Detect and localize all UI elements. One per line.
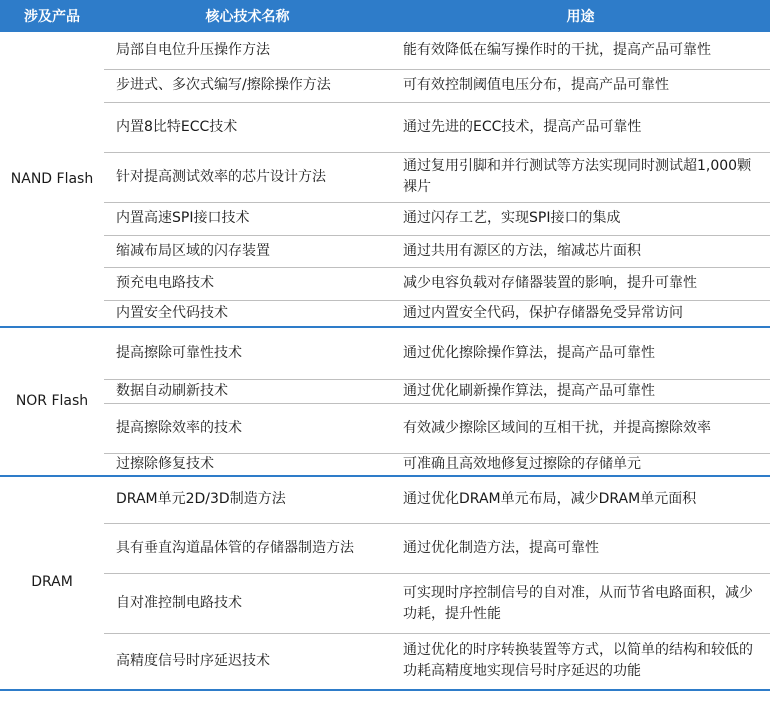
- tech-name-cell: 过擦除修复技术: [104, 453, 391, 476]
- tech-name-cell: 预充电电路技术: [104, 267, 391, 300]
- table-row: [0, 403, 770, 453]
- tech-name-cell: 内置高速SPI接口技术: [104, 202, 391, 235]
- table-row: [0, 102, 770, 152]
- table-body: [0, 32, 770, 690]
- usage-cell: 通过优化擦除操作算法，提高产品可靠性: [391, 327, 770, 379]
- table-row: [0, 69, 770, 102]
- product-cell: DRAM: [0, 476, 104, 690]
- tech-name-cell: 内置8比特ECC技术: [104, 102, 391, 152]
- usage-cell: 可准确且高效地修复过擦除的存储单元: [391, 453, 770, 476]
- tech-name-cell: 缩减布局区域的闪存装置: [104, 235, 391, 267]
- usage-cell: 有效减少擦除区域间的互相干扰，并提高擦除效率: [391, 403, 770, 453]
- table-row: [0, 453, 770, 476]
- table-header-row: [0, 0, 770, 32]
- tech-name-cell: 针对提高测试效率的芯片设计方法: [104, 152, 391, 202]
- header-usage: 用途: [391, 0, 770, 32]
- tech-name-cell: 提高擦除可靠性技术: [104, 327, 391, 379]
- usage-cell: 通过共用有源区的方法，缩减芯片面积: [391, 235, 770, 267]
- table-row: [0, 379, 770, 403]
- tech-name-cell: DRAM单元2D/3D制造方法: [104, 476, 391, 524]
- usage-cell: 可有效控制阈值电压分布，提高产品可靠性: [391, 69, 770, 102]
- header-product: 涉及产品: [0, 0, 104, 32]
- table-row: [0, 202, 770, 235]
- product-cell: NAND Flash: [0, 32, 104, 327]
- table-row: [0, 327, 770, 379]
- tech-name-cell: 自对准控制电路技术: [104, 574, 391, 634]
- tech-name-cell: 高精度信号时序延迟技术: [104, 634, 391, 690]
- table-row: [0, 524, 770, 574]
- table-row: [0, 152, 770, 202]
- usage-cell: 通过闪存工艺，实现SPI接口的集成: [391, 202, 770, 235]
- usage-cell: 通过优化DRAM单元布局，减少DRAM单元面积: [391, 476, 770, 524]
- table-row: [0, 300, 770, 327]
- usage-cell: 通过内置安全代码，保护存储器免受异常访问: [391, 300, 770, 327]
- usage-cell: 可实现时序控制信号的自对准，从而节省电路面积，减少功耗，提升性能: [391, 574, 770, 634]
- table-row: [0, 574, 770, 634]
- tech-name-cell: 局部自电位升压操作方法: [104, 32, 391, 69]
- header-tech-name: 核心技术名称: [104, 0, 391, 32]
- tech-name-cell: 内置安全代码技术: [104, 300, 391, 327]
- usage-cell: 通过复用引脚和并行测试等方法实现同时测试超1,000颗裸片: [391, 152, 770, 202]
- tech-name-cell: 具有垂直沟道晶体管的存储器制造方法: [104, 524, 391, 574]
- table-row: [0, 634, 770, 690]
- tech-name-cell: 提高擦除效率的技术: [104, 403, 391, 453]
- tech-name-cell: 数据自动刷新技术: [104, 379, 391, 403]
- usage-cell: 通过优化制造方法，提高可靠性: [391, 524, 770, 574]
- usage-cell: 减少电容负载对存储器装置的影响，提升可靠性: [391, 267, 770, 300]
- usage-cell: 通过优化刷新操作算法，提高产品可靠性: [391, 379, 770, 403]
- table-row: [0, 476, 770, 524]
- table-row: [0, 267, 770, 300]
- usage-cell: 能有效降低在编写操作时的干扰，提高产品可靠性: [391, 32, 770, 69]
- usage-cell: 通过优化的时序转换装置等方式，以简单的结构和较低的功耗高精度地实现信号时序延迟的功能: [391, 634, 770, 690]
- tech-name-cell: 步进式、多次式编写/擦除操作方法: [104, 69, 391, 102]
- usage-cell: 通过先进的ECC技术，提高产品可靠性: [391, 102, 770, 152]
- table-row: [0, 32, 770, 69]
- product-cell: NOR Flash: [0, 327, 104, 476]
- table-row: [0, 235, 770, 267]
